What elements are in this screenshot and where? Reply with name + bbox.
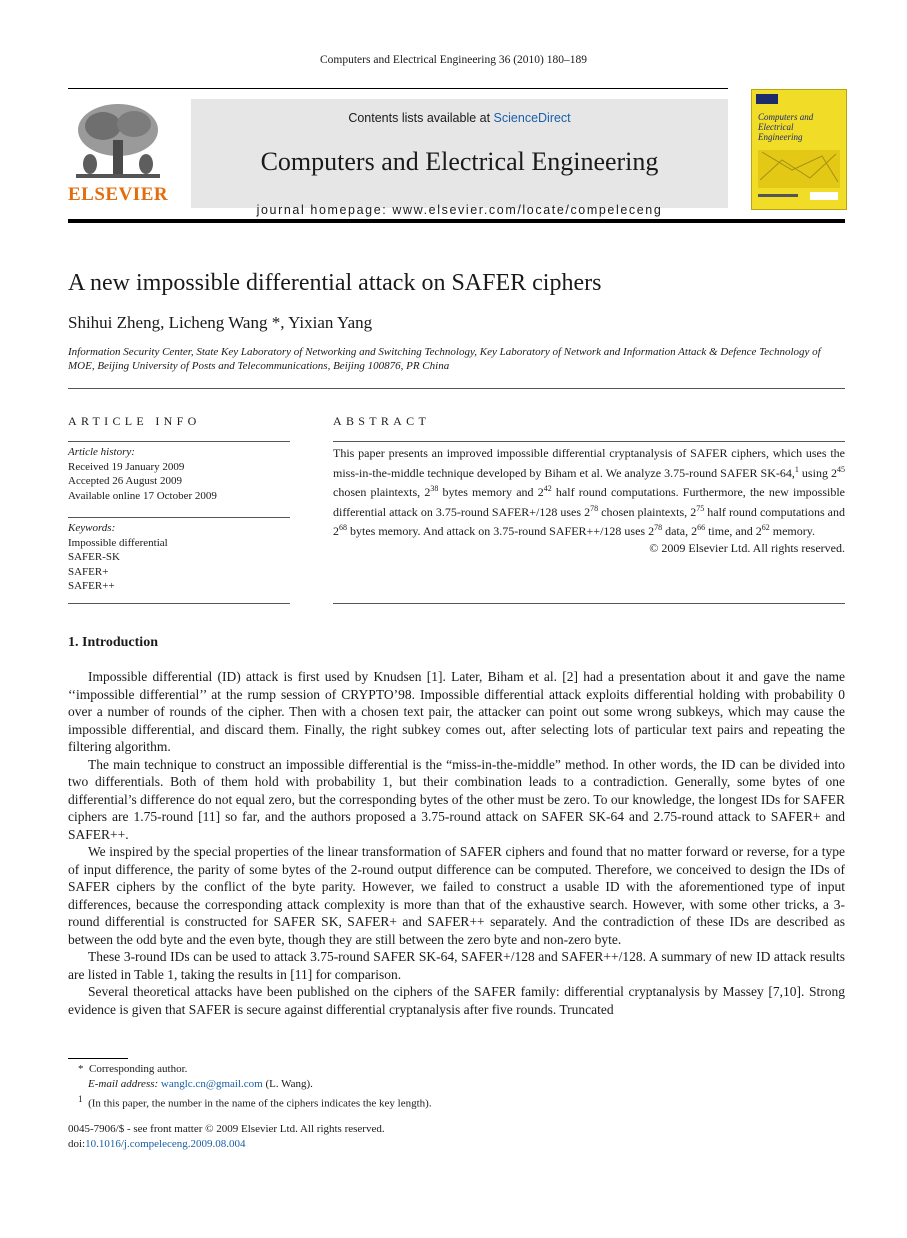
abstract-bottom-rule [333,603,845,604]
affiliation: Information Security Center, State Key Laboratory of Networking and Switching Technology, Key Laboratory of Network and Information Attack & Defence Technology of MOE, Beijing University of Posts and Telecommunications, Beijing 100876, PR China [68,346,821,372]
elsevier-tree-icon [68,100,168,182]
paper-authors[interactable]: Shihui Zheng, Licheng Wang *, Yixian Yang [68,313,373,332]
contents-prefix: Contents lists available at [348,111,494,125]
cover-graphic-icon [752,90,846,209]
article-info-rule [68,441,290,442]
keyword: Impossible differential [68,536,168,549]
elsevier-logo [68,100,168,206]
paragraph: We inspired by the special properties of the linear transformation of SAFER ciphers and found that no matter forward or reverse, for a type of input difference, the parity of some bytes of the 2-round output difference can be computed. Therefore, we conceived to design the IDs of SAFER ciphers by the conflict of the byte parity. However, we failed to construct a usable ID with the aforementioned type of input differences, because the corresponding attack complexity is more than that of the exhaustive search. However, with some other tricks, a 3-round differential is constructed for SAFER SK, SAFER+ and SAFER++ separately. And the contradiction of these IDs are described as between the odd byte and the even byte, though they are still between the zero byte and non-zero byte. [68,844,845,947]
sciencedirect-link[interactable]: ScienceDirect [493,111,571,125]
cover-title: Computers and Electrical Engineering [758,112,814,142]
footnote-corresponding: * Corresponding author. [78,1063,188,1075]
elsevier-wordmark: ELSEVIER [68,184,169,205]
keywords-label: Keywords: [68,522,116,534]
keywords [68,521,290,594]
doi-link[interactable]: 10.1016/j.compeleceng.2009.08.004 [85,1138,246,1150]
journal-homepage[interactable]: journal homepage: www.elsevier.com/locate/compeleceng [256,203,663,217]
paragraph: Several theoretical attacks have been published on the ciphers of the SAFER family: differential cryptanalysis by Massey [7,10]. Strong evidence is given that SAFER is secure against differential cryptanalysis after five rounds. Truncated [68,984,845,1017]
history-label: Article history: [68,446,135,458]
history-accepted: Accepted 26 August 2009 [68,475,182,487]
abstract-rule [333,441,845,442]
issn-line: 0045-7906/$ - see front matter © 2009 Elsevier Ltd. All rights reserved. [68,1123,385,1135]
body-text [68,668,845,1018]
info-bottom-rule [68,603,290,604]
journal-banner-box [191,99,728,217]
header-rule [68,219,845,223]
journal-citation: Computers and Electrical Engineering 36 (2010) 180–189 [320,54,587,66]
footnote-1: $^1$ (In this paper, the number in the name of the ciphers indicates the key length). [78,1094,432,1110]
history-online: Available online 17 October 2009 [68,489,217,502]
history-received: Received 19 January 2009 [68,460,185,473]
keywords-rule [68,517,290,518]
paragraph: Impossible differential (ID) attack is first used by Knudsen [1]. Later, Biham et al. [2] had a presentation about it and gave the name ‘‘impossible differential’’ at the rump session of CRYPTO’98. Impossible differential attack exploits differential holding with probability 0 over a number of rounds of the cipher. Then with a chosen text pair, the attacker can point out some wrong subkeys, which may cause the impossible differential, and discard them. Finally, the right subkey comes out, after selecting lots of particular text pairs and repeating the filtering algorithm. [68,669,845,754]
section-heading: 1. Introduction [68,635,158,650]
journal-banner [68,88,728,217]
article-history [68,445,290,503]
abstract-text: This paper presents an improved impossible differential cryptanalysis of SAFER ciphers, which uses the miss-in-the-middle technique developed by Biham et al. We analyze 3.75-round SAFER SK-64,$^1$ using $2^{45}$ chosen plaintexts, $2^{38}$ bytes memory and $2^{42}$ half round computations. Furthermore, the new impossible differential attack on 3.75-round SAFER+/128 uses $2^{78}$ chosen plaintexts, $2^{75}$ half round computations and $2^{68}$ bytes memory. And attack on 3.75-round SAFER++/128 uses $2^{78}$ data, $2^{66}$ time, and $2^{62}$ memory. [333,446,846,539]
article-info-heading: ARTICLE INFO [68,414,201,428]
paragraph: These 3-round IDs can be used to attack 3.75-round SAFER SK-64, SAFER+/128 and SAFER++/128. A summary of new ID attack results are listed in Table 1, taking the results in [11] for comparison. [68,949,845,982]
journal-title: Computers and Electrical Engineering [260,147,659,176]
keyword: SAFER++ [68,580,115,592]
footnote-email: E-mail address: wanglc.cn@gmail.com (L. Wang). [88,1078,313,1090]
footnotes [68,1062,432,1112]
footnote-rule [68,1058,128,1059]
banner-top-rule [68,88,728,89]
keyword: SAFER-SK [68,551,120,563]
issn-block [68,1122,385,1152]
paragraph: The main technique to construct an impossible differential is the “miss-in-the-middle” method. In other words, the ID can be divided into two differentials. Both of them hold with probability 1, but their combination leads to a contradiction. Generally, some bytes of one differential’s difference do not equal zero, but the corresponding bytes of the other must be zero. To our knowledge, the longest IDs for SAFER ciphers are 1.75-round [11] so far, and the authors proposed a 3.75-round attack on SAFER SK-64 and 2.75-round attack to SAFER+ and SAFER++. [68,756,845,842]
keyword: SAFER+ [68,565,109,578]
title-rule [68,388,845,389]
email-link[interactable]: wanglc.cn@gmail.com [160,1078,263,1090]
doi-line: doi:10.1016/j.compeleceng.2009.08.004 [68,1138,246,1150]
abstract-copyright: © 2009 Elsevier Ltd. All rights reserved. [649,541,845,555]
abstract-heading: ABSTRACT [333,414,431,428]
paper-title: A new impossible differential attack on SAFER ciphers [68,270,602,296]
journal-cover [751,89,847,210]
contents-line [191,111,728,125]
